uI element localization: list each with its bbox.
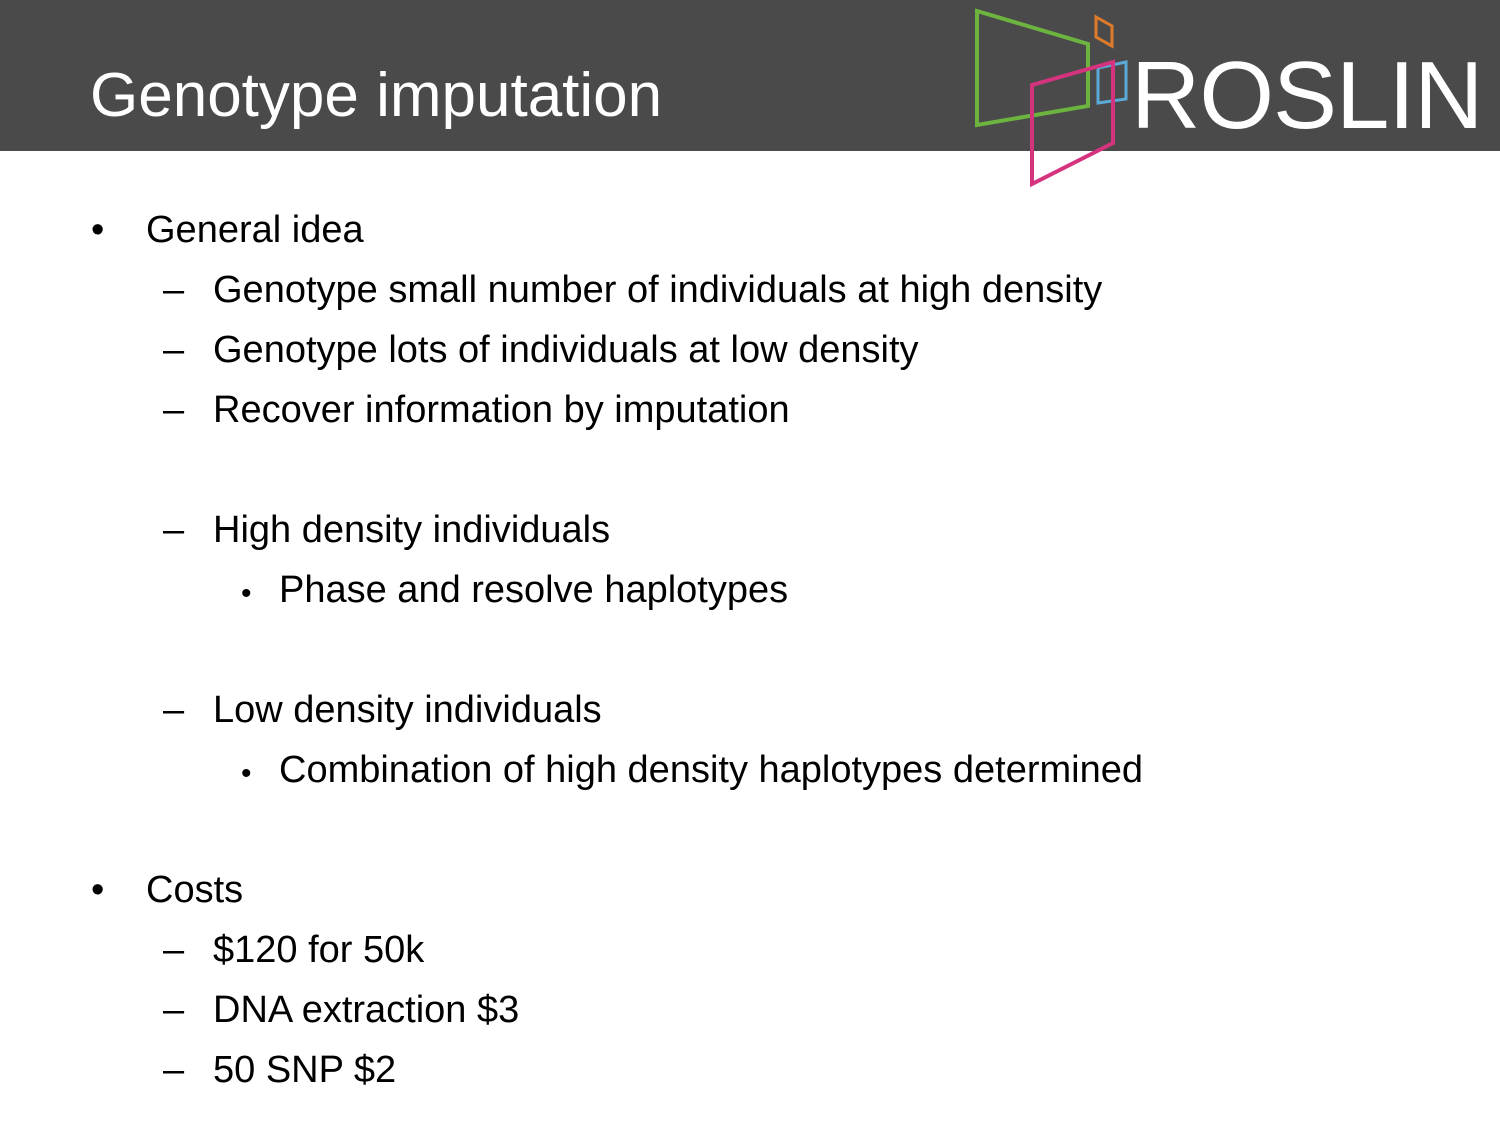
- bullet-text: DNA extraction $3: [213, 989, 520, 1031]
- bullet-text: Genotype lots of individuals at low density: [213, 329, 919, 371]
- bullet-marker: •: [91, 869, 105, 911]
- bullet-item: [241, 568, 789, 612]
- bullet-text: High density individuals: [213, 509, 611, 551]
- bullet-item: [163, 688, 602, 732]
- bullet-item: [163, 928, 425, 972]
- dash-marker: –: [163, 1049, 185, 1091]
- dash-marker: –: [163, 929, 185, 971]
- bullet-marker: •: [241, 577, 252, 610]
- bullet-text: $120 for 50k: [213, 929, 425, 971]
- bullet-text: General idea: [146, 209, 364, 251]
- bullet-item: [163, 268, 1103, 312]
- bullet-text: Genotype small number of individuals at high density: [213, 269, 1103, 311]
- bullet-marker: •: [241, 757, 252, 790]
- bullet-item: [91, 868, 244, 912]
- bullet-item: [163, 388, 790, 432]
- bullet-item: [241, 748, 1143, 792]
- dash-marker: –: [163, 389, 185, 431]
- dash-marker: –: [163, 989, 185, 1031]
- bullet-marker: •: [91, 209, 105, 251]
- bullet-item: [163, 988, 520, 1032]
- bullet-text: 50 SNP $2: [213, 1049, 397, 1091]
- bullet-item: [163, 328, 919, 372]
- bullet-text: Low density individuals: [213, 689, 602, 731]
- roslin-logo-text: ROSLIN: [1131, 42, 1483, 149]
- bullet-item: [91, 208, 364, 252]
- slide-title: Genotype imputation: [90, 61, 663, 130]
- dash-marker: –: [163, 269, 185, 311]
- bullet-text: Phase and resolve haplotypes: [279, 569, 789, 611]
- dash-marker: –: [163, 329, 185, 371]
- bullet-text: Recover information by imputation: [213, 389, 790, 431]
- bullet-item: [163, 508, 611, 552]
- bullet-text: Costs: [146, 869, 244, 911]
- dash-marker: –: [163, 509, 185, 551]
- bullet-text: Combination of high density haplotypes determined: [279, 749, 1143, 791]
- bullet-item: [163, 1048, 397, 1092]
- dash-marker: –: [163, 689, 185, 731]
